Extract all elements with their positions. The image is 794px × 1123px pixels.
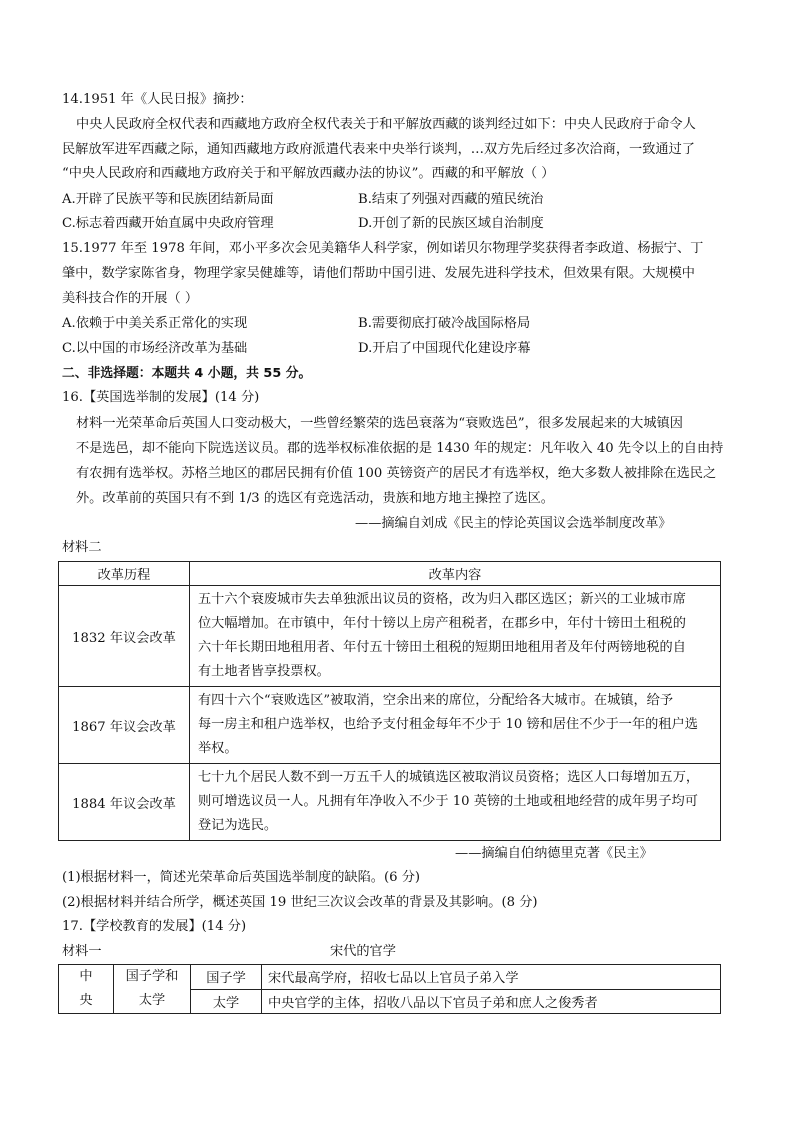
content-line: 有四十六个“衰败选区”被取消，空余出来的席位，分配给各大城市。在城镇，给予: [198, 693, 674, 708]
q15-text-line: 美科技合作的开展（ ）: [62, 291, 199, 306]
q14-stem: 14.1951 年《人民日报》摘抄：: [62, 92, 253, 107]
q16-subquestion-1: (1)根据材料一，简述光荣革命后英国选举制度的缺陷。(6 分): [62, 870, 421, 885]
q16-material1-source: ——摘编自刘成《民主的悖论英国议会选举制度改革》: [355, 516, 672, 531]
q14-option-a[interactable]: A.开辟了民族平等和民族团结新局面: [62, 192, 274, 207]
reform-content: [190, 586, 721, 687]
song-school-table: [58, 964, 721, 1014]
q16-material1-line: 外。改革前的英国只有不到 1/3 的选区有竞选活动，贵族和地方地主操控了选区。: [76, 491, 554, 506]
q16-material1-line: 材料一光荣革命后英国人口变动极大，一些曾经繁荣的选邑衰落为“衰败选邑”，很多发展起来的大城镇因: [76, 416, 683, 431]
reform-content: [190, 687, 721, 764]
reform-table: [58, 561, 721, 841]
q16-title: 16.【英国选举制的发展】(14 分): [62, 390, 260, 405]
content-line: 五十六个衰废城市失去单独派出议员的资格，改为归入郡区选区；新兴的工业城市席: [198, 592, 686, 607]
q17-material1-label: 材料一: [62, 944, 102, 959]
q14-text-line: “中央人民政府和西藏地方政府关于和平解放西藏办法的协议”。西藏的和平解放（ ）: [62, 166, 555, 181]
reform-name: [59, 764, 190, 841]
level-char: 中: [79, 969, 93, 984]
content-line: 有土地者皆享投票权。: [198, 664, 330, 679]
section-heading: 二、非选择题：本题共 4 小题，共 55 分。: [62, 366, 312, 381]
category-cell: [114, 965, 191, 1014]
level-char: 央: [79, 993, 93, 1008]
table-row: [59, 764, 721, 841]
header-label: 改革历程: [97, 568, 151, 583]
q17-title: 17.【学校教育的发展】(14 分): [62, 919, 247, 934]
content-line: 则可增选议员一人。凡拥有年净收入不少于 10 英镑的土地或租地经营的成年男子均可: [198, 794, 698, 809]
q15-text-line: 肇中，数学家陈省身，物理学家吴健雄等，请他们帮助中国引进、发展先进科学技术，但效果有限。大规模中: [62, 266, 695, 281]
q15-text-line: 15.1977 年至 1978 年间，邓小平多次会见美籍华人科学家，例如诺贝尔物理学奖获得者李政道、杨振宁、丁: [62, 241, 704, 256]
q16-material2-label: 材料二: [62, 540, 102, 555]
school-name-label: 太学: [212, 995, 240, 1011]
reform-content: [190, 764, 721, 841]
reform-name-label: 1832 年议会改革: [72, 630, 176, 646]
school-description: [262, 989, 721, 1014]
q16-material1-line: 有农拥有选举权。苏格兰地区的郡居民拥有价值 100 英镑资产的居民才有选举权，绝大多数人被排除在选民之: [76, 466, 717, 481]
reform-name: [59, 687, 190, 764]
level-cell: [59, 965, 114, 1014]
header-label: 改革内容: [428, 568, 482, 583]
category-line: 太学: [138, 993, 166, 1008]
q14-option-c[interactable]: C.标志着西藏开始直属中央政府管理: [62, 216, 274, 231]
reform-name-label: 1884 年议会改革: [72, 796, 176, 812]
school-description: [262, 965, 721, 990]
table-row: [59, 586, 721, 687]
reform-name: [59, 586, 190, 687]
q15-option-a[interactable]: A.依赖于中美关系正常化的实现: [62, 316, 248, 331]
school-name-label: 国子学: [206, 971, 246, 987]
category-line: 国子学和: [125, 969, 179, 984]
q14-option-d[interactable]: D.开创了新的民族区域自治制度: [358, 216, 544, 231]
q16-material1-line: 不是选邑，却不能向下院选送议员。郡的选举权标准依据的是 1430 年的规定：凡年收入 40 先令以上的自由持: [76, 441, 724, 456]
content-line: 举权。: [198, 741, 238, 756]
content-line: 每一房主和租户选举权，也给予支付租金每年不少于 10 镑和居住不少于一年的租户选: [198, 717, 698, 732]
school-description-text: 中央官学的主体，招收八品以下官员子弟和庶人之俊秀者: [268, 995, 598, 1011]
table-row: [59, 687, 721, 764]
q14-text-line: 民解放军进军西藏之际，通知西藏地方政府派遣代表来中央举行谈判，…双方先后经过多次洽商，一致通过了: [62, 142, 695, 157]
q16-material2-source: ——摘编自伯纳德里克著《民主》: [455, 846, 653, 861]
reform-name-label: 1867 年议会改革: [72, 719, 176, 735]
content-line: 六十年长期田地租用者、年付五十镑田土租税的短期田地租用者及年付两镑地税的自: [198, 640, 686, 655]
q14-text-line: 中央人民政府全权代表和西藏地方政府全权代表关于和平解放西藏的谈判经过如下：中央人民政府于命令人: [76, 117, 696, 132]
q16-subquestion-2: (2)根据材料并结合所学，概述英国 19 世纪三次议会改革的背景及其影响。(8 分): [62, 895, 538, 910]
reform-table-header: [59, 562, 190, 586]
content-line: 登记为选民。: [198, 818, 278, 833]
content-line: 位大幅增加。在市镇中，年付十镑以上房产租税者，在郡乡中，年付十镑田土租税的: [198, 616, 686, 631]
content-line: 七十九个居民人数不到一万五千人的城镇选区被取消议员资格；选区人口每增加五万，: [198, 770, 700, 785]
school-name: [191, 965, 262, 990]
q15-option-d[interactable]: D.开启了中国现代化建设序幕: [358, 341, 531, 356]
q17-table-title: 宋代的官学: [330, 944, 396, 959]
school-name: [191, 989, 262, 1014]
q15-option-c[interactable]: C.以中国的市场经济改革为基础: [62, 341, 248, 356]
q14-option-b[interactable]: B.结束了列强对西藏的殖民统治: [358, 192, 544, 207]
school-description-text: 宋代最高学府，招收七品以上官员子弟入学: [268, 971, 519, 987]
table-row: [59, 965, 721, 990]
reform-table-header: [190, 562, 721, 586]
q15-option-b[interactable]: B.需要彻底打破冷战国际格局: [358, 316, 531, 331]
